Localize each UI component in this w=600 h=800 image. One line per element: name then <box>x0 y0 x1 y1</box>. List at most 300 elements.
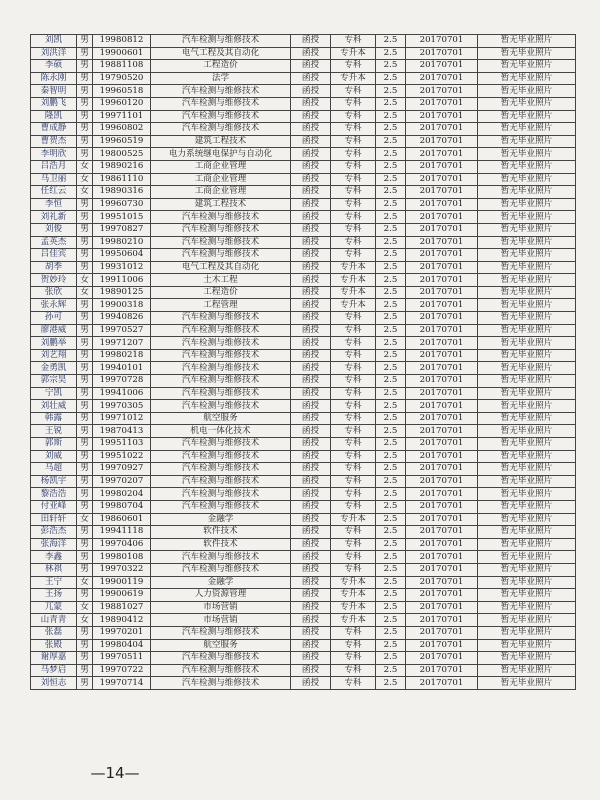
photo-status-cell: 暂无毕业照片 <box>478 626 576 639</box>
birthdate-cell: 19941118 <box>93 526 151 539</box>
photo-status-cell: 暂无毕业照片 <box>478 463 576 476</box>
level-cell: 专科 <box>331 97 376 110</box>
birthdate-cell: 19970201 <box>93 626 151 639</box>
major-cell: 金融学 <box>151 513 291 526</box>
photo-status-cell: 暂无毕业照片 <box>478 249 576 262</box>
duration-cell: 2.5 <box>376 412 406 425</box>
table-row <box>31 576 576 589</box>
graduation-date-cell: 20170701 <box>406 500 478 513</box>
table-row <box>31 173 576 186</box>
name-cell: 山青青 <box>31 614 77 627</box>
duration-cell: 2.5 <box>376 173 406 186</box>
gender-cell: 男 <box>77 349 93 362</box>
duration-cell: 2.5 <box>376 463 406 476</box>
major-cell: 汽车检测与维修技术 <box>151 349 291 362</box>
gender-cell: 男 <box>77 236 93 249</box>
student-roster-table <box>30 34 576 690</box>
table-row <box>31 438 576 451</box>
duration-cell: 2.5 <box>376 123 406 136</box>
duration-cell: 2.5 <box>376 97 406 110</box>
study-mode-cell: 函授 <box>291 324 331 337</box>
table-row <box>31 400 576 413</box>
level-cell: 专科 <box>331 223 376 236</box>
major-cell: 汽车检测与维修技术 <box>151 626 291 639</box>
gender-cell: 男 <box>77 664 93 677</box>
major-cell: 工程造价 <box>151 60 291 73</box>
table-row <box>31 375 576 388</box>
photo-status-cell: 暂无毕业照片 <box>478 160 576 173</box>
major-cell: 电气工程及其自动化 <box>151 47 291 60</box>
table-row <box>31 97 576 110</box>
study-mode-cell: 函授 <box>291 274 331 287</box>
major-cell: 汽车检测与维修技术 <box>151 236 291 249</box>
name-cell: 李鑫 <box>31 551 77 564</box>
photo-status-cell: 暂无毕业照片 <box>478 211 576 224</box>
graduation-date-cell: 20170701 <box>406 337 478 350</box>
photo-status-cell: 暂无毕业照片 <box>478 450 576 463</box>
gender-cell: 男 <box>77 148 93 161</box>
photo-status-cell: 暂无毕业照片 <box>478 186 576 199</box>
birthdate-cell: 19890125 <box>93 286 151 299</box>
birthdate-cell: 19980704 <box>93 500 151 513</box>
gender-cell: 男 <box>77 261 93 274</box>
gender-cell: 女 <box>77 614 93 627</box>
level-cell: 专科 <box>331 123 376 136</box>
table-row <box>31 563 576 576</box>
birthdate-cell: 19971101 <box>93 110 151 123</box>
photo-status-cell: 暂无毕业照片 <box>478 412 576 425</box>
name-cell: 刘凯 <box>31 35 77 48</box>
study-mode-cell: 函授 <box>291 526 331 539</box>
photo-status-cell: 暂无毕业照片 <box>478 500 576 513</box>
graduation-date-cell: 20170701 <box>406 349 478 362</box>
table-row <box>31 236 576 249</box>
major-cell: 汽车检测与维修技术 <box>151 110 291 123</box>
major-cell: 汽车检测与维修技术 <box>151 324 291 337</box>
table-row <box>31 513 576 526</box>
name-cell: 林祺 <box>31 563 77 576</box>
name-cell: 孟英杰 <box>31 236 77 249</box>
duration-cell: 2.5 <box>376 450 406 463</box>
major-cell: 航空服务 <box>151 412 291 425</box>
major-cell: 汽车检测与维修技术 <box>151 463 291 476</box>
birthdate-cell: 19911006 <box>93 274 151 287</box>
table-body <box>31 35 576 690</box>
level-cell: 专科 <box>331 400 376 413</box>
major-cell: 航空服务 <box>151 639 291 652</box>
study-mode-cell: 函授 <box>291 589 331 602</box>
photo-status-cell: 暂无毕业照片 <box>478 173 576 186</box>
graduation-date-cell: 20170701 <box>406 148 478 161</box>
photo-status-cell: 暂无毕业照片 <box>478 236 576 249</box>
level-cell: 专科 <box>331 475 376 488</box>
birthdate-cell: 19970511 <box>93 652 151 665</box>
major-cell: 汽车检测与维修技术 <box>151 387 291 400</box>
major-cell: 汽车检测与维修技术 <box>151 97 291 110</box>
photo-status-cell: 暂无毕业照片 <box>478 274 576 287</box>
level-cell: 专科 <box>331 186 376 199</box>
duration-cell: 2.5 <box>376 362 406 375</box>
duration-cell: 2.5 <box>376 425 406 438</box>
table-row <box>31 475 576 488</box>
birthdate-cell: 19881108 <box>93 60 151 73</box>
level-cell: 专升本 <box>331 299 376 312</box>
graduation-date-cell: 20170701 <box>406 589 478 602</box>
table-row <box>31 349 576 362</box>
photo-status-cell: 暂无毕业照片 <box>478 299 576 312</box>
name-cell: 张磊 <box>31 626 77 639</box>
name-cell: 刘洪洋 <box>31 47 77 60</box>
level-cell: 专科 <box>331 438 376 451</box>
duration-cell: 2.5 <box>376 312 406 325</box>
study-mode-cell: 函授 <box>291 211 331 224</box>
gender-cell: 男 <box>77 299 93 312</box>
gender-cell: 男 <box>77 85 93 98</box>
gender-cell: 男 <box>77 47 93 60</box>
name-cell: 隆凯 <box>31 110 77 123</box>
birthdate-cell: 19881027 <box>93 601 151 614</box>
gender-cell: 男 <box>77 626 93 639</box>
graduation-date-cell: 20170701 <box>406 438 478 451</box>
name-cell: 曹贺杰 <box>31 135 77 148</box>
level-cell: 专科 <box>331 148 376 161</box>
photo-status-cell: 暂无毕业照片 <box>478 375 576 388</box>
name-cell: 刘壮威 <box>31 400 77 413</box>
graduation-date-cell: 20170701 <box>406 576 478 589</box>
duration-cell: 2.5 <box>376 400 406 413</box>
gender-cell: 男 <box>77 412 93 425</box>
birthdate-cell: 19941006 <box>93 387 151 400</box>
graduation-date-cell: 20170701 <box>406 677 478 690</box>
level-cell: 专科 <box>331 249 376 262</box>
graduation-date-cell: 20170701 <box>406 387 478 400</box>
photo-status-cell: 暂无毕业照片 <box>478 664 576 677</box>
photo-status-cell: 暂无毕业照片 <box>478 312 576 325</box>
graduation-date-cell: 20170701 <box>406 160 478 173</box>
name-cell: 刘恒志 <box>31 677 77 690</box>
birthdate-cell: 19951015 <box>93 211 151 224</box>
photo-status-cell: 暂无毕业照片 <box>478 513 576 526</box>
graduation-date-cell: 20170701 <box>406 123 478 136</box>
table-row <box>31 387 576 400</box>
gender-cell: 女 <box>77 173 93 186</box>
birthdate-cell: 19931012 <box>93 261 151 274</box>
table-row <box>31 664 576 677</box>
major-cell: 汽车检测与维修技术 <box>151 375 291 388</box>
gender-cell: 女 <box>77 186 93 199</box>
gender-cell: 女 <box>77 601 93 614</box>
graduation-date-cell: 20170701 <box>406 526 478 539</box>
study-mode-cell: 函授 <box>291 60 331 73</box>
birthdate-cell: 19890412 <box>93 614 151 627</box>
major-cell: 电气工程及其自动化 <box>151 261 291 274</box>
birthdate-cell: 19980812 <box>93 35 151 48</box>
table-row <box>31 324 576 337</box>
photo-status-cell: 暂无毕业照片 <box>478 475 576 488</box>
duration-cell: 2.5 <box>376 626 406 639</box>
name-cell: 张欣 <box>31 286 77 299</box>
gender-cell: 男 <box>77 72 93 85</box>
name-cell: 马超 <box>31 463 77 476</box>
major-cell: 汽车检测与维修技术 <box>151 35 291 48</box>
major-cell: 汽车检测与维修技术 <box>151 400 291 413</box>
graduation-date-cell: 20170701 <box>406 551 478 564</box>
duration-cell: 2.5 <box>376 198 406 211</box>
name-cell: 吕浩月 <box>31 160 77 173</box>
level-cell: 专科 <box>331 349 376 362</box>
table-row <box>31 337 576 350</box>
study-mode-cell: 函授 <box>291 160 331 173</box>
birthdate-cell: 19960802 <box>93 123 151 136</box>
gender-cell: 男 <box>77 677 93 690</box>
gender-cell: 男 <box>77 337 93 350</box>
table-row <box>31 312 576 325</box>
name-cell: 付亚峰 <box>31 500 77 513</box>
name-cell: 秦智明 <box>31 85 77 98</box>
birthdate-cell: 19970927 <box>93 463 151 476</box>
name-cell: 马卫丽 <box>31 173 77 186</box>
graduation-date-cell: 20170701 <box>406 652 478 665</box>
birthdate-cell: 19980404 <box>93 639 151 652</box>
graduation-date-cell: 20170701 <box>406 563 478 576</box>
name-cell: 廖港威 <box>31 324 77 337</box>
birthdate-cell: 19900318 <box>93 299 151 312</box>
study-mode-cell: 函授 <box>291 412 331 425</box>
study-mode-cell: 函授 <box>291 312 331 325</box>
gender-cell: 男 <box>77 475 93 488</box>
major-cell: 汽车检测与维修技术 <box>151 450 291 463</box>
gender-cell: 男 <box>77 400 93 413</box>
graduation-date-cell: 20170701 <box>406 299 478 312</box>
birthdate-cell: 19940101 <box>93 362 151 375</box>
major-cell: 软件技术 <box>151 538 291 551</box>
study-mode-cell: 函授 <box>291 72 331 85</box>
birthdate-cell: 19890316 <box>93 186 151 199</box>
level-cell: 专科 <box>331 450 376 463</box>
study-mode-cell: 函授 <box>291 186 331 199</box>
study-mode-cell: 函授 <box>291 463 331 476</box>
level-cell: 专科 <box>331 337 376 350</box>
major-cell: 人力资源管理 <box>151 589 291 602</box>
duration-cell: 2.5 <box>376 286 406 299</box>
level-cell: 专科 <box>331 85 376 98</box>
major-cell: 法学 <box>151 72 291 85</box>
duration-cell: 2.5 <box>376 249 406 262</box>
table-row <box>31 85 576 98</box>
birthdate-cell: 19970527 <box>93 324 151 337</box>
major-cell: 汽车检测与维修技术 <box>151 652 291 665</box>
graduation-date-cell: 20170701 <box>406 614 478 627</box>
level-cell: 专科 <box>331 551 376 564</box>
duration-cell: 2.5 <box>376 261 406 274</box>
graduation-date-cell: 20170701 <box>406 412 478 425</box>
graduation-date-cell: 20170701 <box>406 664 478 677</box>
major-cell: 汽车检测与维修技术 <box>151 551 291 564</box>
duration-cell: 2.5 <box>376 513 406 526</box>
major-cell: 汽车检测与维修技术 <box>151 123 291 136</box>
level-cell: 专科 <box>331 563 376 576</box>
birthdate-cell: 19980108 <box>93 551 151 564</box>
photo-status-cell: 暂无毕业照片 <box>478 614 576 627</box>
duration-cell: 2.5 <box>376 72 406 85</box>
study-mode-cell: 函授 <box>291 425 331 438</box>
photo-status-cell: 暂无毕业照片 <box>478 362 576 375</box>
name-cell: 孙可 <box>31 312 77 325</box>
duration-cell: 2.5 <box>376 337 406 350</box>
birthdate-cell: 19980204 <box>93 488 151 501</box>
major-cell: 汽车检测与维修技术 <box>151 488 291 501</box>
graduation-date-cell: 20170701 <box>406 450 478 463</box>
level-cell: 专科 <box>331 639 376 652</box>
graduation-date-cell: 20170701 <box>406 249 478 262</box>
birthdate-cell: 19980210 <box>93 236 151 249</box>
duration-cell: 2.5 <box>376 148 406 161</box>
photo-status-cell: 暂无毕业照片 <box>478 60 576 73</box>
duration-cell: 2.5 <box>376 135 406 148</box>
name-cell: 郭斯 <box>31 438 77 451</box>
level-cell: 专科 <box>331 500 376 513</box>
name-cell: 郭宗昊 <box>31 375 77 388</box>
duration-cell: 2.5 <box>376 35 406 48</box>
birthdate-cell: 19980218 <box>93 349 151 362</box>
level-cell: 专科 <box>331 236 376 249</box>
table-row <box>31 135 576 148</box>
gender-cell: 男 <box>77 450 93 463</box>
birthdate-cell: 19790520 <box>93 72 151 85</box>
name-cell: 兀蒙 <box>31 601 77 614</box>
photo-status-cell: 暂无毕业照片 <box>478 123 576 136</box>
gender-cell: 男 <box>77 425 93 438</box>
photo-status-cell: 暂无毕业照片 <box>478 110 576 123</box>
level-cell: 专科 <box>331 110 376 123</box>
table-row <box>31 450 576 463</box>
gender-cell: 男 <box>77 135 93 148</box>
gender-cell: 女 <box>77 286 93 299</box>
photo-status-cell: 暂无毕业照片 <box>478 47 576 60</box>
name-cell: 刘威 <box>31 450 77 463</box>
photo-status-cell: 暂无毕业照片 <box>478 601 576 614</box>
graduation-date-cell: 20170701 <box>406 85 478 98</box>
table-row <box>31 425 576 438</box>
table-row <box>31 463 576 476</box>
study-mode-cell: 函授 <box>291 110 331 123</box>
birthdate-cell: 19861110 <box>93 173 151 186</box>
level-cell: 专升本 <box>331 72 376 85</box>
graduation-date-cell: 20170701 <box>406 186 478 199</box>
level-cell: 专科 <box>331 412 376 425</box>
photo-status-cell: 暂无毕业照片 <box>478 97 576 110</box>
name-cell: 贺妙玲 <box>31 274 77 287</box>
level-cell: 专升本 <box>331 589 376 602</box>
level-cell: 专科 <box>331 664 376 677</box>
photo-status-cell: 暂无毕业照片 <box>478 652 576 665</box>
level-cell: 专升本 <box>331 47 376 60</box>
name-cell: 马梦启 <box>31 664 77 677</box>
study-mode-cell: 函授 <box>291 236 331 249</box>
study-mode-cell: 函授 <box>291 513 331 526</box>
gender-cell: 男 <box>77 362 93 375</box>
birthdate-cell: 19890216 <box>93 160 151 173</box>
birthdate-cell: 19970728 <box>93 375 151 388</box>
major-cell: 电力系统继电保护与自动化 <box>151 148 291 161</box>
study-mode-cell: 函授 <box>291 475 331 488</box>
level-cell: 专科 <box>331 626 376 639</box>
major-cell: 汽车检测与维修技术 <box>151 500 291 513</box>
graduation-date-cell: 20170701 <box>406 211 478 224</box>
study-mode-cell: 函授 <box>291 488 331 501</box>
level-cell: 专科 <box>331 652 376 665</box>
graduation-date-cell: 20170701 <box>406 362 478 375</box>
graduation-date-cell: 20170701 <box>406 72 478 85</box>
gender-cell: 男 <box>77 324 93 337</box>
study-mode-cell: 函授 <box>291 664 331 677</box>
duration-cell: 2.5 <box>376 60 406 73</box>
table-row <box>31 35 576 48</box>
photo-status-cell: 暂无毕业照片 <box>478 261 576 274</box>
name-cell: 金勇凯 <box>31 362 77 375</box>
level-cell: 专升本 <box>331 614 376 627</box>
level-cell: 专升本 <box>331 274 376 287</box>
major-cell: 市场营销 <box>151 601 291 614</box>
photo-status-cell: 暂无毕业照片 <box>478 526 576 539</box>
birthdate-cell: 19870413 <box>93 425 151 438</box>
major-cell: 土木工程 <box>151 274 291 287</box>
birthdate-cell: 19950604 <box>93 249 151 262</box>
duration-cell: 2.5 <box>376 349 406 362</box>
major-cell: 软件技术 <box>151 526 291 539</box>
study-mode-cell: 函授 <box>291 563 331 576</box>
graduation-date-cell: 20170701 <box>406 375 478 388</box>
study-mode-cell: 函授 <box>291 576 331 589</box>
major-cell: 汽车检测与维修技术 <box>151 438 291 451</box>
photo-status-cell: 暂无毕业照片 <box>478 488 576 501</box>
name-cell: 胡季 <box>31 261 77 274</box>
level-cell: 专科 <box>331 362 376 375</box>
study-mode-cell: 函授 <box>291 223 331 236</box>
gender-cell: 男 <box>77 488 93 501</box>
level-cell: 专科 <box>331 135 376 148</box>
duration-cell: 2.5 <box>376 186 406 199</box>
gender-cell: 男 <box>77 551 93 564</box>
name-cell: 李硕 <box>31 60 77 73</box>
birthdate-cell: 19970322 <box>93 563 151 576</box>
gender-cell: 男 <box>77 438 93 451</box>
photo-status-cell: 暂无毕业照片 <box>478 349 576 362</box>
name-cell: 吕佳宾 <box>31 249 77 262</box>
major-cell: 金融学 <box>151 576 291 589</box>
name-cell: 张海洋 <box>31 538 77 551</box>
graduation-date-cell: 20170701 <box>406 538 478 551</box>
photo-status-cell: 暂无毕业照片 <box>478 85 576 98</box>
name-cell: 张殿 <box>31 639 77 652</box>
duration-cell: 2.5 <box>376 110 406 123</box>
duration-cell: 2.5 <box>376 538 406 551</box>
graduation-date-cell: 20170701 <box>406 463 478 476</box>
graduation-date-cell: 20170701 <box>406 274 478 287</box>
major-cell: 工商企业管理 <box>151 173 291 186</box>
photo-status-cell: 暂无毕业照片 <box>478 72 576 85</box>
major-cell: 汽车检测与维修技术 <box>151 664 291 677</box>
name-cell: 李恒 <box>31 198 77 211</box>
major-cell: 机电一体化技术 <box>151 425 291 438</box>
table-row <box>31 614 576 627</box>
level-cell: 专科 <box>331 324 376 337</box>
duration-cell: 2.5 <box>376 438 406 451</box>
study-mode-cell: 函授 <box>291 500 331 513</box>
name-cell: 刘鹏飞 <box>31 97 77 110</box>
photo-status-cell: 暂无毕业照片 <box>478 400 576 413</box>
photo-status-cell: 暂无毕业照片 <box>478 438 576 451</box>
